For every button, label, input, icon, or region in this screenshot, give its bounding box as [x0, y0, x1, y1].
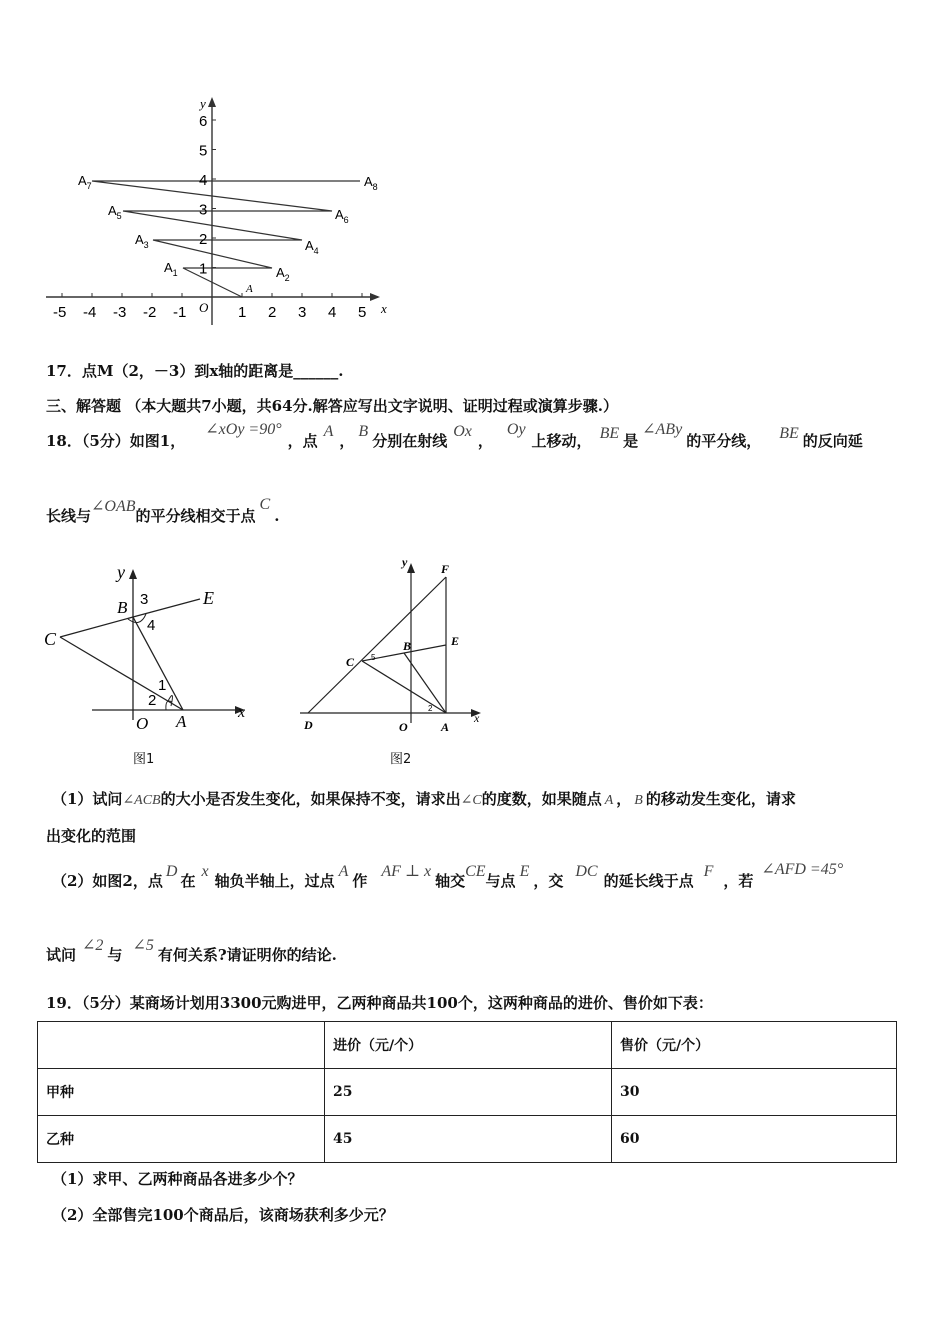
graph1-point-A5: $A_5$ — [108, 203, 122, 221]
graph1-point-A8: $A_8$ — [364, 174, 378, 192]
graph1-y-tick-label: 2 — [199, 231, 208, 248]
graph1-point-A4: $A_4$ — [305, 238, 319, 256]
graph1-point-A6: $A_6$ — [335, 207, 349, 225]
question-18-line-2: 长线与∠OAB的平分线相交于点C. — [46, 496, 280, 525]
graph1-point-A1: $A_1$ — [164, 260, 178, 278]
graph1-x-tick-label: 4 — [328, 304, 337, 321]
fig2-label-C: C — [346, 655, 355, 669]
fig1-label-2: 2 — [148, 692, 157, 709]
figure-1-caption: 图1 — [133, 752, 155, 767]
fig1-label-E: E — [203, 588, 214, 608]
fig2-label-B: B — [403, 639, 412, 653]
fig1-label-1: 1 — [158, 677, 167, 694]
coordinate-graph — [40, 92, 400, 332]
question-18-sub-1: （1）试问∠ACB的大小是否发生变化，如果保持不变，请求出∠C的度数，如果随点 A ， B 的移动发生变化，请求 — [52, 790, 796, 808]
graph1-point-A7: $A_7$ — [78, 173, 92, 191]
fig1-label-4: 4 — [147, 617, 156, 634]
figure-2 — [295, 555, 495, 755]
fig2-label-F: F — [441, 562, 450, 576]
table-cell: 45 — [325, 1116, 612, 1163]
fig2-label-x: x — [474, 711, 480, 725]
fig2-label-D: D — [304, 718, 313, 732]
table-row — [38, 1116, 897, 1163]
graph1-x-tick-label: 1 — [238, 304, 247, 321]
fig1-label-3: 3 — [140, 591, 149, 608]
graph1-y-tick-label: 4 — [199, 172, 208, 189]
fig2-label-O: O — [399, 720, 408, 734]
fig1-label-B: B — [117, 598, 128, 617]
graph1-y-tick-label: 3 — [199, 201, 208, 219]
question-19-sub-1: （1）求甲、乙两种商品各进多少个？ — [52, 1170, 303, 1188]
graph1-x-tick-label: 3 — [298, 304, 307, 321]
fig1-label-O: O — [136, 714, 149, 733]
table-header-cell: 进价（元/个） — [325, 1022, 612, 1069]
table-header-cell — [38, 1022, 325, 1069]
figure-1 — [40, 560, 260, 770]
graph1-x-tick-label: -5 — [53, 304, 67, 321]
graph1-point-A3: $A_3$ — [135, 232, 149, 250]
graph1-y-tick-label: 6 — [199, 113, 208, 130]
graph1-y-tick-label: 5 — [199, 142, 208, 160]
graph1-point-A2: $A_2$ — [276, 265, 290, 283]
question-19: 19．（5分）某商场计划用3300元购进甲，乙两种商品共100个，这两种商品的进价、售价如下表： — [46, 994, 713, 1012]
fig2-label-A: A — [441, 720, 450, 734]
graph1-x-tick-label: 5 — [358, 304, 367, 321]
question-18-line-1: 18．（5分）如图1，∠xOy =90°，点A，B分别在射线Ox，Oy上移动， BE 是∠ABy的平分线， BE 的反向延 — [46, 421, 863, 450]
fig2-label-5: 5 — [371, 653, 376, 662]
price-table — [37, 1021, 897, 1163]
fig2-label-E: E — [451, 634, 460, 648]
figure-2-caption: 图2 — [390, 752, 412, 767]
graph1-x-tick-label: -2 — [143, 304, 157, 321]
table-cell: 乙种 — [38, 1116, 325, 1163]
question-19-sub-2: （2）全部售完100个商品后，该商场获利多少元？ — [52, 1206, 394, 1224]
fig1-label-C: C — [44, 629, 57, 649]
graph1-x-tick-label: 2 — [268, 304, 277, 321]
table-cell: 60 — [612, 1116, 897, 1163]
graph1-x-tick-label: -3 — [113, 304, 127, 321]
table-header-cell: 售价（元/个） — [612, 1022, 897, 1069]
table-cell: 30 — [612, 1069, 897, 1116]
table-row — [38, 1069, 897, 1116]
graph1-x-tick-label: -4 — [83, 304, 97, 321]
fig1-label-y: y — [117, 562, 125, 582]
question-17: 17．点M（2，－3）到x轴的距离是______. — [46, 362, 344, 380]
question-18-sub-2: （2）如图2，点D在x轴负半轴上，过点A作AF ⊥ x轴交CE与点E，交DC的延长线于点F，若∠AFD =45° — [52, 861, 844, 890]
fig2-label-y: y — [402, 555, 408, 569]
graph1-point-A: A — [246, 283, 253, 295]
table-cell: 甲种 — [38, 1069, 325, 1116]
fig1-label-A: A — [176, 712, 187, 731]
graph1-x-axis-label: x — [381, 301, 387, 316]
table-cell: 25 — [325, 1069, 612, 1116]
fig2-label-2: 2 — [428, 704, 433, 713]
question-18-sub-2-line-2: 试问∠2与∠5有何关系?请证明你的结论. — [46, 937, 337, 964]
table-header-row — [38, 1022, 897, 1069]
fig1-label-x: x — [238, 704, 246, 721]
graph1-origin-label: O — [199, 300, 209, 315]
graph1-x-tick-label: -1 — [173, 304, 187, 321]
graph1-y-tick-label: 1 — [199, 260, 208, 278]
graph1-y-axis-label: y — [200, 96, 206, 111]
question-18-sub-1-line-2: 出变化的范围 — [46, 827, 137, 845]
section-3-heading: 三、解答题 （本大题共7小题，共64分.解答应写出文字说明、证明过程或演算步骤.） — [46, 397, 618, 415]
